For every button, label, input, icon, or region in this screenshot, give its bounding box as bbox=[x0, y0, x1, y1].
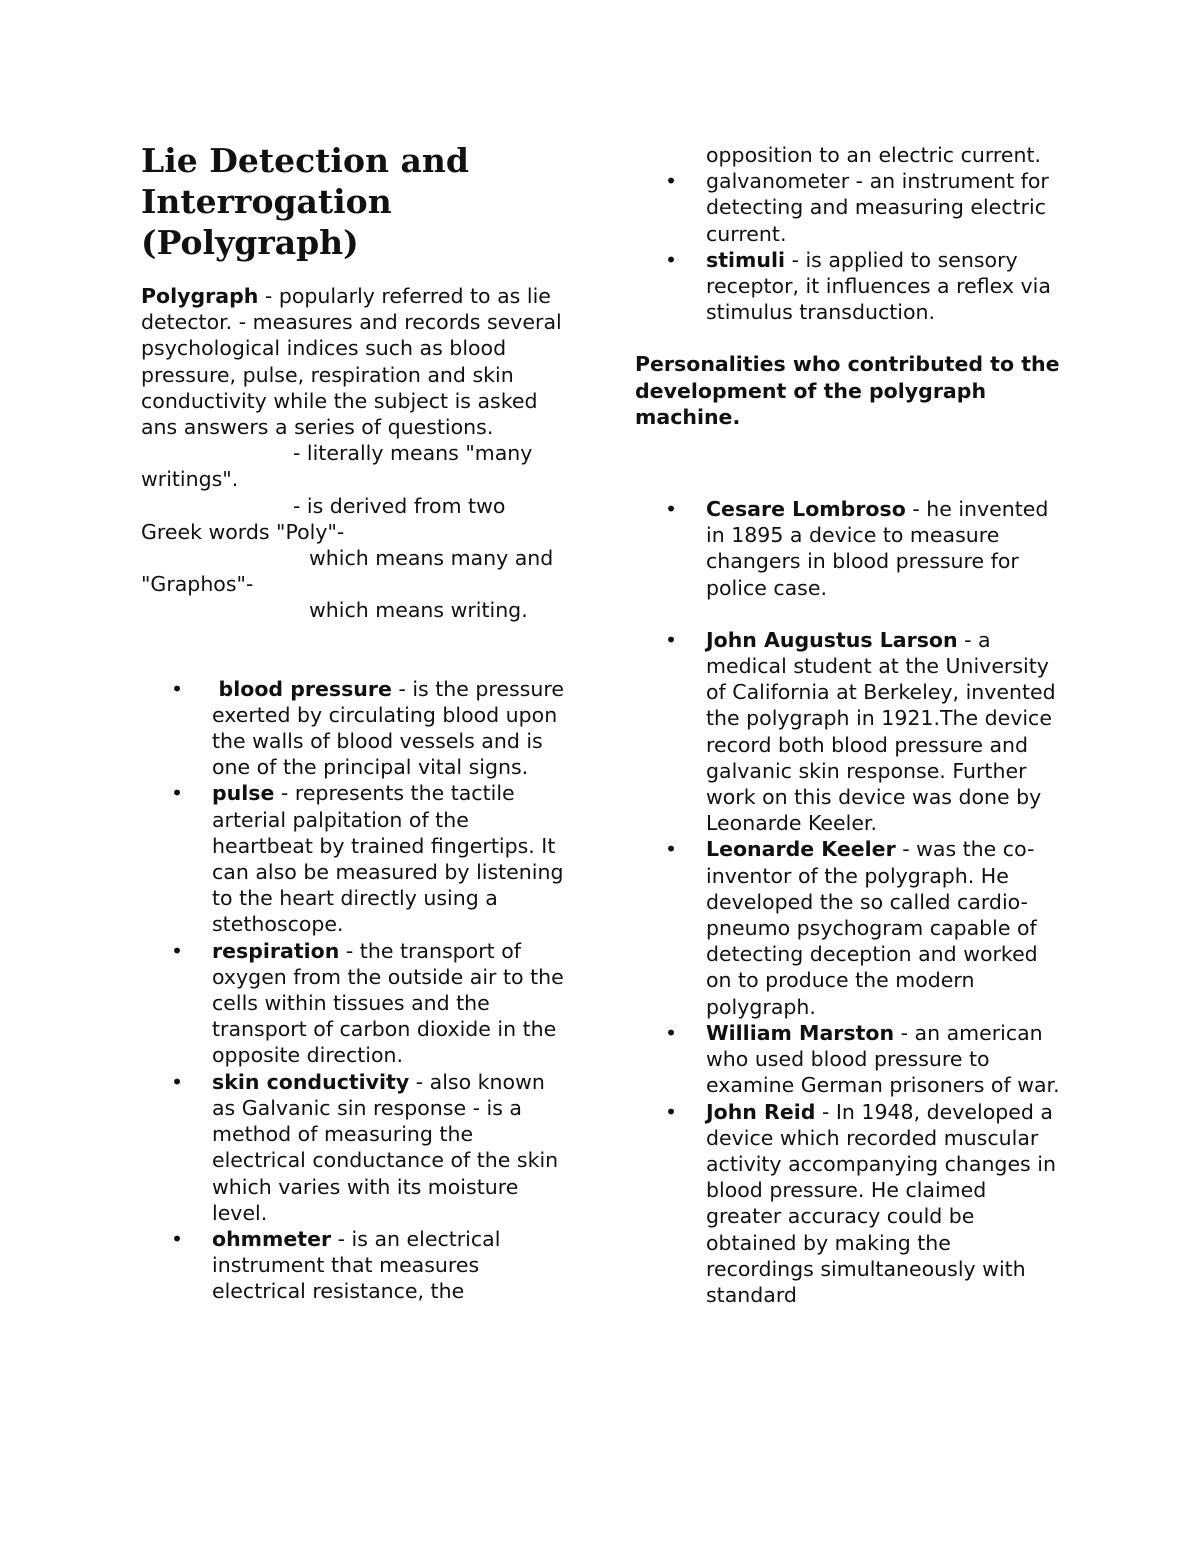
bullet-icon: • bbox=[665, 837, 678, 862]
person-text: - a medical student at the University of California at Berkeley, invented the polygraph in 1921.The device record both blood pressure and galvanic skin response. Further work on this device was done by Leonarde Keeler. bbox=[706, 627, 1056, 836]
list-item-term: blood pressure bbox=[218, 676, 392, 701]
list-item-term: ohmmeter bbox=[212, 1226, 332, 1251]
page-title: Lie Detection and Interrogation (Polygraph) bbox=[141, 141, 469, 262]
bullet-icon: • bbox=[665, 169, 678, 194]
list-item bbox=[635, 836, 1065, 1019]
list-item-text: - is an electrical instrument that measures electrical resistance, the bbox=[212, 1226, 501, 1304]
meaning-line-cont: writings". bbox=[141, 467, 239, 492]
list-item bbox=[141, 938, 571, 1069]
list-item-text: - also known as Galvanic sin response - is a method of measuring the electrical conductance of the skin which varies with its moisture level. bbox=[212, 1069, 559, 1225]
bullet-icon: • bbox=[665, 627, 678, 652]
person-name: John Reid bbox=[706, 1099, 816, 1124]
list-item-term: stimuli bbox=[706, 247, 786, 272]
list-item bbox=[635, 247, 1065, 326]
bullet-icon: • bbox=[171, 781, 184, 806]
person-name: Cesare Lombroso bbox=[706, 497, 906, 522]
left-column bbox=[141, 140, 571, 1305]
polygraph-term: Polygraph bbox=[141, 284, 259, 308]
list-item-text: - is applied to sensory receptor, it influences a reflex via stimulus transduction. bbox=[706, 247, 1051, 325]
instruments-list bbox=[635, 168, 1065, 325]
bullet-icon: • bbox=[171, 1069, 184, 1094]
person-name: William Marston bbox=[706, 1020, 895, 1045]
list-item-term: pulse bbox=[212, 781, 275, 806]
person-text: - he invented in 1895 a device to measure changers in blood pressure for police case. bbox=[706, 497, 1049, 600]
poly-meaning-line: which means many and bbox=[309, 546, 554, 571]
list-item bbox=[141, 676, 571, 781]
list-item-text: - is the pressure exerted by circulating blood upon the walls of blood vessels and is one of the principal vital signs. bbox=[212, 676, 564, 780]
list-item bbox=[635, 168, 1065, 247]
list-item-term: skin conductivity bbox=[212, 1069, 410, 1094]
spacer bbox=[635, 430, 1065, 482]
right-column bbox=[635, 142, 1065, 1308]
list-item-text: galvanometer - an instrument for detecting and measuring electric current. bbox=[706, 169, 1049, 246]
list-item bbox=[141, 1069, 571, 1226]
polygraph-meaning bbox=[141, 440, 571, 623]
spacer bbox=[141, 624, 571, 676]
personalities-list bbox=[635, 496, 1065, 1308]
bullet-icon: • bbox=[171, 938, 184, 963]
list-item bbox=[635, 496, 1065, 601]
list-item bbox=[635, 1020, 1065, 1099]
list-item bbox=[141, 780, 571, 937]
bullet-icon: • bbox=[171, 1226, 184, 1251]
continued-text: opposition to an electric current. bbox=[706, 143, 1042, 167]
meaning-line: - literally means "many bbox=[293, 441, 533, 466]
person-text: - In 1948, developed a device which recorded muscular activity accompanying changes in blood pressure. He claimed greater accuracy could be obtained by making the recordings simultaneously with standard bbox=[706, 1099, 1056, 1307]
bullet-icon: • bbox=[665, 497, 678, 522]
graphos-line: "Graphos"- bbox=[141, 572, 254, 597]
list-item-term: respiration bbox=[212, 938, 340, 963]
list-item bbox=[635, 1099, 1065, 1309]
person-name: Leonarde Keeler bbox=[706, 837, 896, 862]
list-item-text: - the transport of oxygen from the outside air to the cells within tissues and the transport of carbon dioxide in the opposite direction. bbox=[212, 938, 564, 1068]
spacer bbox=[635, 482, 1065, 496]
derivation-line: - is derived from two bbox=[293, 493, 506, 518]
person-text: - an american who used blood pressure to examine German prisoners of war. bbox=[706, 1020, 1060, 1098]
polygraph-definition bbox=[141, 283, 571, 440]
derivation-line-cont: Greek words "Poly"- bbox=[141, 519, 345, 544]
bullet-icon: • bbox=[665, 247, 678, 272]
graphos-meaning-line: which means writing. bbox=[309, 598, 528, 623]
bullet-icon: • bbox=[665, 1099, 678, 1124]
list-item bbox=[635, 627, 1065, 837]
person-name: John Augustus Larson bbox=[706, 627, 958, 652]
list-item bbox=[141, 1226, 571, 1305]
indices-list bbox=[141, 676, 571, 1305]
bullet-icon: • bbox=[171, 676, 184, 701]
bullet-icon: • bbox=[665, 1020, 678, 1045]
person-text: - was the co-inventor of the polygraph. He developed the so called cardio-pneumo psychogram capable of detecting deception and worked on to produce the modern polygraph. bbox=[706, 837, 1038, 1019]
personalities-heading: Personalities who contributed to the development of the polygraph machine. bbox=[635, 352, 1060, 429]
list-item-text: - represents the tactile arterial palpitation of the heartbeat by trained fingertips. It can also be measured by listening to the heart directly using a stethoscope. bbox=[212, 781, 564, 937]
polygraph-definition-text: - popularly referred to as lie detector. - measures and records several psychological indices such as blood pressure, pulse, respiration and skin conductivity while the subject is asked ans answers a series of questions. bbox=[141, 284, 562, 440]
spacer bbox=[635, 325, 1065, 351]
